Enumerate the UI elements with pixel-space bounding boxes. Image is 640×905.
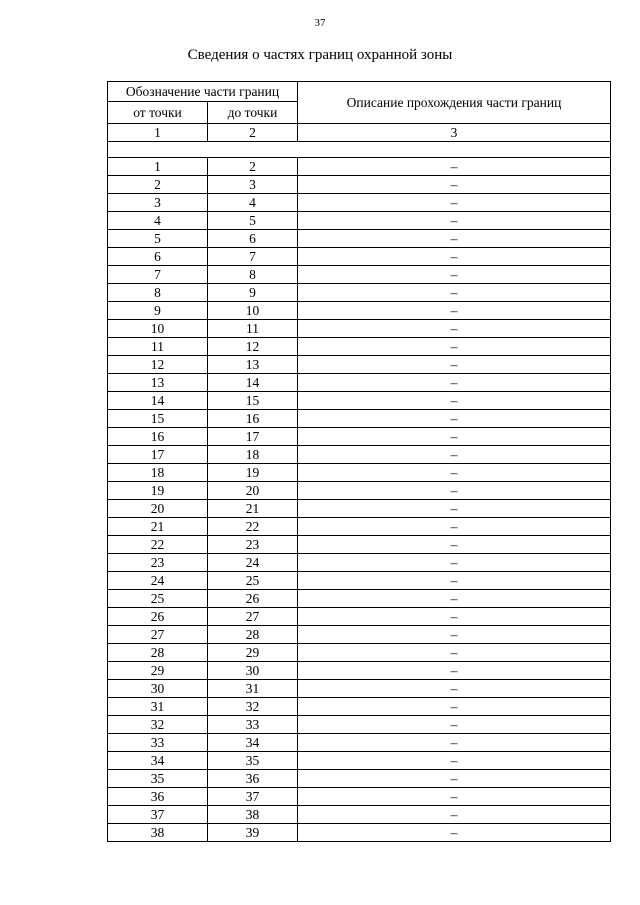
to-point-cell: 6 [208,230,298,248]
from-point-cell: 9 [108,302,208,320]
to-point-cell: 27 [208,608,298,626]
from-point-cell: 14 [108,392,208,410]
boundary-parts-table [107,81,611,842]
from-point-cell: 12 [108,356,208,374]
from-point-cell: 29 [108,662,208,680]
description-cell: – [298,518,611,536]
from-point-cell: 10 [108,320,208,338]
table-row [108,644,611,662]
to-point-cell: 39 [208,824,298,842]
header-description: Описание прохождения части границ [298,82,611,124]
to-point-cell: 5 [208,212,298,230]
header-to-point: до точки [208,102,298,124]
to-point-cell: 28 [208,626,298,644]
to-point-cell: 11 [208,320,298,338]
description-cell: – [298,752,611,770]
column-number-cell: 1 [108,124,208,142]
page-title: Сведения о частях границ охранной зоны [187,47,453,63]
description-cell: – [298,410,611,428]
to-point-cell: 29 [208,644,298,662]
from-point-cell: 33 [108,734,208,752]
description-cell: – [298,590,611,608]
from-point-cell: 5 [108,230,208,248]
from-point-cell: 15 [108,410,208,428]
description-cell: – [298,302,611,320]
from-point-cell: 11 [108,338,208,356]
description-cell: – [298,680,611,698]
to-point-cell: 34 [208,734,298,752]
to-point-cell: 33 [208,716,298,734]
description-cell: – [298,194,611,212]
from-point-cell: 23 [108,554,208,572]
from-point-cell: 8 [108,284,208,302]
description-cell: – [298,554,611,572]
table-row [108,284,611,302]
table-row [108,536,611,554]
table-row [108,158,611,176]
table-row [108,194,611,212]
from-point-cell: 34 [108,752,208,770]
column-number-row [108,124,611,142]
to-point-cell: 30 [208,662,298,680]
header-row [108,82,611,102]
description-cell: – [298,158,611,176]
to-point-cell: 4 [208,194,298,212]
page-number: 37 [314,17,326,29]
description-cell: – [298,464,611,482]
to-point-cell: 17 [208,428,298,446]
to-point-cell: 14 [208,374,298,392]
to-point-cell: 23 [208,536,298,554]
to-point-cell: 21 [208,500,298,518]
from-point-cell: 30 [108,680,208,698]
from-point-cell: 32 [108,716,208,734]
from-point-cell: 13 [108,374,208,392]
table-row [108,590,611,608]
to-point-cell: 32 [208,698,298,716]
description-cell: – [298,662,611,680]
table-row [108,230,611,248]
description-cell: – [298,392,611,410]
description-cell: – [298,500,611,518]
table-row [108,662,611,680]
from-point-cell: 24 [108,572,208,590]
description-cell: – [298,572,611,590]
to-point-cell: 24 [208,554,298,572]
table-row [108,446,611,464]
from-point-cell: 18 [108,464,208,482]
description-cell: – [298,176,611,194]
table-row [108,212,611,230]
description-cell: – [298,320,611,338]
table-row [108,302,611,320]
description-cell: – [298,806,611,824]
to-point-cell: 22 [208,518,298,536]
to-point-cell: 15 [208,392,298,410]
from-point-cell: 22 [108,536,208,554]
description-cell: – [298,230,611,248]
table-row [108,752,611,770]
to-point-cell: 9 [208,284,298,302]
table-row [108,572,611,590]
table-row [108,428,611,446]
table-row [108,482,611,500]
table-row [108,266,611,284]
header-designation-group: Обозначение части границ [108,82,298,102]
description-cell: – [298,626,611,644]
description-cell: – [298,284,611,302]
column-number-cell: 3 [298,124,611,142]
table-header [108,82,611,124]
from-point-cell: 26 [108,608,208,626]
description-cell: – [298,734,611,752]
table-row [108,248,611,266]
to-point-cell: 16 [208,410,298,428]
description-cell: – [298,212,611,230]
from-point-cell: 20 [108,500,208,518]
to-point-cell: 13 [208,356,298,374]
description-cell: – [298,266,611,284]
from-point-cell: 4 [108,212,208,230]
table-row [108,464,611,482]
from-point-cell: 31 [108,698,208,716]
description-cell: – [298,338,611,356]
from-point-cell: 36 [108,788,208,806]
table-row [108,824,611,842]
table-row [108,320,611,338]
table-row [108,608,611,626]
table-row [108,410,611,428]
from-point-cell: 37 [108,806,208,824]
description-cell: – [298,608,611,626]
table-row [108,356,611,374]
table-row [108,734,611,752]
table-row [108,716,611,734]
table-row [108,770,611,788]
description-cell: – [298,644,611,662]
table-row [108,698,611,716]
description-cell: – [298,788,611,806]
from-point-cell: 2 [108,176,208,194]
from-point-cell: 19 [108,482,208,500]
description-cell: – [298,356,611,374]
table-row [108,680,611,698]
from-point-cell: 25 [108,590,208,608]
to-point-cell: 38 [208,806,298,824]
column-number-cell: 2 [208,124,298,142]
from-point-cell: 16 [108,428,208,446]
header-from-point: от точки [108,102,208,124]
table-row [108,518,611,536]
table-row [108,806,611,824]
to-point-cell: 19 [208,464,298,482]
to-point-cell: 37 [208,788,298,806]
description-cell: – [298,248,611,266]
to-point-cell: 20 [208,482,298,500]
from-point-cell: 21 [108,518,208,536]
description-cell: – [298,428,611,446]
to-point-cell: 26 [208,590,298,608]
table-row [108,338,611,356]
from-point-cell: 28 [108,644,208,662]
to-point-cell: 7 [208,248,298,266]
table-row [108,626,611,644]
from-point-cell: 6 [108,248,208,266]
description-cell: – [298,482,611,500]
to-point-cell: 18 [208,446,298,464]
from-point-cell: 38 [108,824,208,842]
description-cell: – [298,824,611,842]
description-cell: – [298,536,611,554]
table-body [108,124,611,842]
to-point-cell: 2 [208,158,298,176]
description-cell: – [298,446,611,464]
from-point-cell: 27 [108,626,208,644]
from-point-cell: 17 [108,446,208,464]
to-point-cell: 12 [208,338,298,356]
table-row [108,176,611,194]
to-point-cell: 8 [208,266,298,284]
to-point-cell: 25 [208,572,298,590]
to-point-cell: 35 [208,752,298,770]
from-point-cell: 7 [108,266,208,284]
to-point-cell: 36 [208,770,298,788]
table-row [108,500,611,518]
from-point-cell: 1 [108,158,208,176]
to-point-cell: 3 [208,176,298,194]
from-point-cell: 3 [108,194,208,212]
table-row [108,554,611,572]
to-point-cell: 31 [208,680,298,698]
description-cell: – [298,716,611,734]
from-point-cell: 35 [108,770,208,788]
table-row [108,374,611,392]
description-cell: – [298,698,611,716]
to-point-cell: 10 [208,302,298,320]
separator-cell [108,142,611,158]
description-cell: – [298,770,611,788]
table-row [108,788,611,806]
description-cell: – [298,374,611,392]
table-row [108,392,611,410]
separator-row [108,142,611,158]
